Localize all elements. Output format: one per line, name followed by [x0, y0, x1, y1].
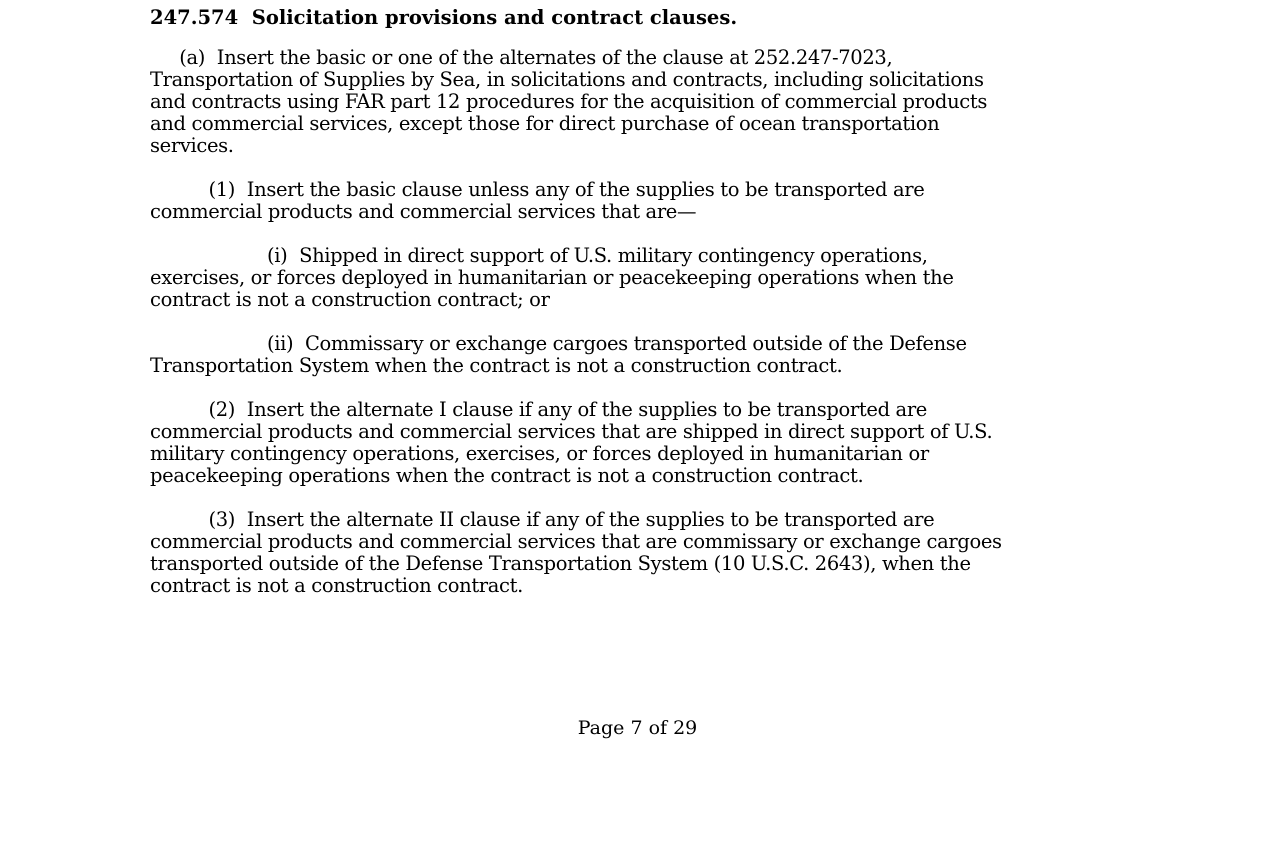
text-line: (3) Insert the alternate II clause if any of the supplies to be transported are — [150, 508, 935, 531]
page-number: Page 7 of 29 — [577, 717, 698, 739]
text-line: contract is not a construction contract. — [150, 574, 523, 597]
paragraph-a — [150, 47, 1130, 157]
paragraph-a-1-ii — [150, 333, 1130, 377]
paragraph-a-1 — [150, 179, 1130, 223]
text-line: Transportation of Supplies by Sea, in solicitations and contracts, including solicitations — [150, 68, 984, 91]
text-line: transported outside of the Defense Transportation System (10 U.S.C. 2643), when the — [150, 552, 971, 575]
text-line: and contracts using FAR part 12 procedures for the acquisition of commercial products — [150, 90, 987, 113]
text-line: commercial products and commercial services that are commissary or exchange cargoes — [150, 530, 1002, 553]
text-line: commercial products and commercial services that are— — [150, 200, 697, 223]
text-line: (2) Insert the alternate I clause if any of the supplies to be transported are — [150, 398, 927, 421]
text-line: services. — [150, 134, 234, 157]
text-line: (a) Insert the basic or one of the alternates of the clause at 252.247-7023, — [150, 46, 893, 69]
paragraph-a-2 — [150, 399, 1130, 487]
text-line: (ii) Commissary or exchange cargoes transported outside of the Defense — [150, 332, 967, 355]
text-line: peacekeeping operations when the contract is not a construction contract. — [150, 464, 864, 487]
text-line: contract is not a construction contract; or — [150, 288, 550, 311]
text-line: (i) Shipped in direct support of U.S. military contingency operations, — [150, 244, 928, 267]
text-line: commercial products and commercial services that are shipped in direct support of U.S. — [150, 420, 993, 443]
paragraph-a-1-i — [150, 245, 1130, 311]
section-heading: 247.574 Solicitation provisions and contract clauses. — [150, 6, 738, 29]
document-page — [150, 6, 1130, 619]
text-line: exercises, or forces deployed in humanitarian or peacekeeping operations when the — [150, 266, 954, 289]
text-line: (1) Insert the basic clause unless any of the supplies to be transported are — [150, 178, 925, 201]
text-line: military contingency operations, exercises, or forces deployed in humanitarian or — [150, 442, 929, 465]
paragraph-a-3 — [150, 509, 1130, 597]
text-line: and commercial services, except those for direct purchase of ocean transportation — [150, 112, 940, 135]
text-line: Transportation System when the contract is not a construction contract. — [150, 354, 843, 377]
